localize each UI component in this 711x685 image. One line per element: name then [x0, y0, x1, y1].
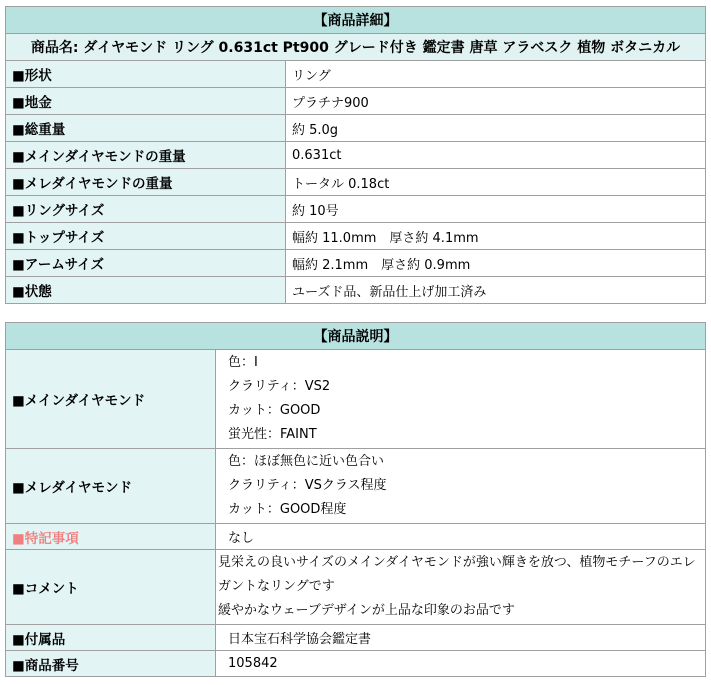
detail-label-metal: ■地金	[6, 88, 286, 115]
detail-label-melee-diamond-weight: ■メレダイヤモンドの重量	[6, 169, 286, 196]
detail-label-arm-size: ■アームサイズ	[6, 250, 286, 277]
product-description-table	[5, 322, 706, 677]
melee-diamond-clarity: クラリティ：VSクラス程度	[228, 478, 387, 493]
detail-row	[6, 250, 706, 277]
melee-diamond-cut: カット：GOOD程度	[228, 502, 347, 517]
detail-label-total-weight: ■総重量	[6, 115, 286, 142]
main-diamond-specs	[216, 350, 706, 449]
special-notes-label: ■特記事項	[6, 524, 216, 550]
description-row	[6, 524, 706, 550]
product-number-value: 105842	[216, 651, 706, 677]
detail-label-ring-size: ■リングサイズ	[6, 196, 286, 223]
special-notes-value: なし	[216, 524, 706, 550]
product-name: 商品名: ダイヤモンド リング 0.631ct Pt900 グレード付き 鑑定書 唐草 アラベスク 植物 ボタニカル	[6, 34, 706, 61]
main-diamond-clarity: クラリティ：VS2	[228, 379, 331, 394]
detail-value-top-size: 幅約 11.0mm 厚さ約 4.1mm	[286, 223, 706, 250]
detail-value-melee-diamond-weight: トータル 0.18ct	[286, 169, 706, 196]
detail-label-main-diamond-weight: ■メインダイヤモンドの重量	[6, 142, 286, 169]
detail-value-ring-size: 約 10号	[286, 196, 706, 223]
melee-diamond-color: 色：ほぼ無色に近い色合い	[228, 454, 385, 469]
melee-diamond-specs	[216, 449, 706, 524]
detail-row	[6, 61, 706, 88]
detail-label-top-size: ■トップサイズ	[6, 223, 286, 250]
detail-row	[6, 142, 706, 169]
description-row	[6, 550, 706, 625]
comment-label: ■コメント	[6, 550, 216, 625]
detail-value-main-diamond-weight: 0.631ct	[286, 142, 706, 169]
description-header: 【商品説明】	[6, 323, 706, 350]
description-row	[6, 651, 706, 677]
accessories-value: 日本宝石科学協会鑑定書	[216, 625, 706, 651]
description-row	[6, 350, 706, 449]
melee-diamond-label: ■メレダイヤモンド	[6, 449, 216, 524]
detail-row	[6, 169, 706, 196]
detail-value-metal: プラチナ900	[286, 88, 706, 115]
product-details-table	[5, 6, 706, 304]
detail-label-condition: ■状態	[6, 277, 286, 304]
detail-row	[6, 88, 706, 115]
description-row	[6, 449, 706, 524]
detail-value-condition: ユーズド品、新品仕上げ加工済み	[286, 277, 706, 304]
comment-text	[216, 550, 706, 625]
detail-row	[6, 115, 706, 142]
detail-value-total-weight: 約 5.0g	[286, 115, 706, 142]
product-number-label: ■商品番号	[6, 651, 216, 677]
detail-label-shape: ■形状	[6, 61, 286, 88]
detail-value-shape: リング	[286, 61, 706, 88]
detail-value-arm-size: 幅約 2.1mm 厚さ約 0.9mm	[286, 250, 706, 277]
main-diamond-label: ■メインダイヤモンド	[6, 350, 216, 449]
comment-line: 緩やかなウェーブデザインが上品な印象のお品です	[218, 603, 515, 618]
detail-row	[6, 223, 706, 250]
main-diamond-color: 色：I	[228, 355, 258, 370]
detail-row	[6, 277, 706, 304]
description-row	[6, 625, 706, 651]
main-diamond-fluorescence: 蛍光性：FAINT	[228, 427, 317, 442]
comment-line: 見栄えの良いサイズのメインダイヤモンドが強い輝きを放つ、植物モチーフのエレガントなリングです	[218, 555, 696, 594]
accessories-label: ■付属品	[6, 625, 216, 651]
main-diamond-cut: カット：GOOD	[228, 403, 321, 418]
details-header: 【商品詳細】	[6, 7, 706, 34]
detail-row	[6, 196, 706, 223]
